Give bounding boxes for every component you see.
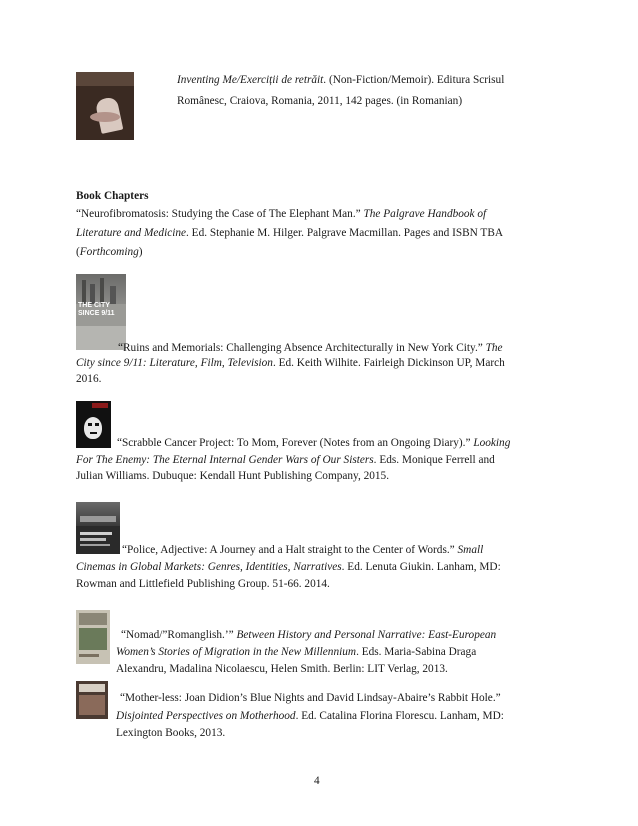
chapter-4-line-2	[76, 560, 501, 574]
section-heading: Book Chapters	[76, 190, 149, 202]
book-cover-inventing-me	[76, 72, 134, 140]
chapter-1-detail: . Ed. Stephanie M. Hilger. Palgrave Macmillan. Pages and ISBN TBA	[186, 227, 504, 239]
chapter-5-title: “Nomad/”Romanglish.’”	[121, 629, 234, 641]
book-cover-between-history	[76, 610, 110, 664]
entry-title: Inventing Me/Exerciții de retrăit	[177, 74, 324, 86]
chapter-4-book-cont: Cinemas in Global Markets: Genres, Identities, Narratives	[76, 561, 342, 573]
chapter-5-line-2	[116, 645, 476, 659]
chapter-5-detail: . Eds. Maria-Sabina Draga	[356, 646, 477, 658]
chapter-5-book-cont: Women’s Stories of Migration in the New Millennium	[116, 646, 357, 658]
paren-close: )	[138, 246, 143, 258]
chapter-3-line-1	[117, 436, 510, 450]
chapter-1-title: “Neurofibromatosis: Studying the Case of The Elephant Man.”	[76, 208, 361, 220]
chapter-3-line-3: Julian Williams. Dubuque: Kendall Hunt Publishing Company, 2015.	[76, 470, 390, 482]
book-cover-small-cinemas	[76, 502, 120, 554]
chapter-3-title: “Scrabble Cancer Project: To Mom, Forever (Notes from an Ongoing Diary).”	[117, 437, 471, 449]
chapter-1-line-3	[76, 245, 143, 259]
chapter-3-line-2	[76, 453, 495, 467]
chapter-4-title: “Police, Adjective: A Journey and a Halt straight to the Center of Words.”	[122, 544, 455, 556]
entry-line-1	[177, 73, 504, 87]
entry-detail: . (Non-Fiction/Memoir). Editura Scrisul	[323, 74, 505, 86]
book-cover-looking-for-the-enemy	[76, 401, 111, 448]
book-cover-disjointed-perspectives	[76, 681, 108, 719]
chapter-6-book: Disjointed Perspectives on Motherhood	[116, 710, 296, 722]
chapter-4-detail: . Ed. Lenuta Giukin. Lanham, MD:	[341, 561, 501, 573]
chapter-1-line-1	[76, 207, 486, 221]
chapter-2-line-2	[76, 356, 505, 370]
chapter-2-book: The	[485, 342, 503, 354]
chapter-2-book-cont: City since 9/11: Literature, Film, Television	[76, 357, 273, 369]
chapter-2-detail: . Ed. Keith Wilhite. Fairleigh Dickinson UP, March	[272, 357, 505, 369]
chapter-6-line-3: Lexington Books, 2013.	[116, 727, 226, 739]
chapter-5-line-1	[121, 628, 496, 642]
chapter-4-book: Small	[457, 544, 484, 556]
chapter-1-book: The Palgrave Handbook of	[363, 208, 487, 220]
cover-title: THE CITY SINCE 9/11	[78, 302, 115, 317]
chapter-1-status: Forthcoming	[79, 246, 139, 258]
book-cover-city-since-911	[76, 274, 126, 350]
chapter-2-line-1	[118, 341, 503, 355]
chapter-4-line-3: Rowman and Littlefield Publishing Group. 51-66. 2014.	[76, 578, 330, 590]
chapter-5-book: Between History and Personal Narrative: East-European	[236, 629, 497, 641]
chapter-1-book-cont: Literature and Medicine	[76, 227, 187, 239]
chapter-6-line-2	[116, 709, 504, 723]
chapter-4-line-1	[122, 543, 483, 557]
chapter-5-line-3: Alexandru, Madalina Nicolaescu, Helen Smith. Berlin: LIT Verlag, 2013.	[116, 663, 448, 675]
chapter-3-book: Looking	[473, 437, 511, 449]
chapter-3-detail: . Eds. Monique Ferrell and	[373, 454, 495, 466]
paren-open: (	[76, 246, 80, 258]
chapter-6-line-1: “Mother-less: Joan Didion’s Blue Nights and David Lindsay-Abaire’s Rabbit Hole.”	[120, 692, 501, 704]
entry-line-2: Românesc, Craiova, Romania, 2011, 142 pages. (in Romanian)	[177, 95, 463, 107]
chapter-2-line-3: 2016.	[76, 373, 102, 385]
chapter-2-title: “Ruins and Memorials: Challenging Absence Architecturally in New York City.”	[118, 342, 483, 354]
chapter-6-detail: . Ed. Catalina Florina Florescu. Lanham, MD:	[295, 710, 504, 722]
chapter-1-line-2	[76, 226, 503, 240]
chapter-3-book-cont: For The Enemy: The Eternal Internal Gender Wars of Our Sisters	[76, 454, 374, 466]
page-number: 4	[314, 775, 320, 787]
